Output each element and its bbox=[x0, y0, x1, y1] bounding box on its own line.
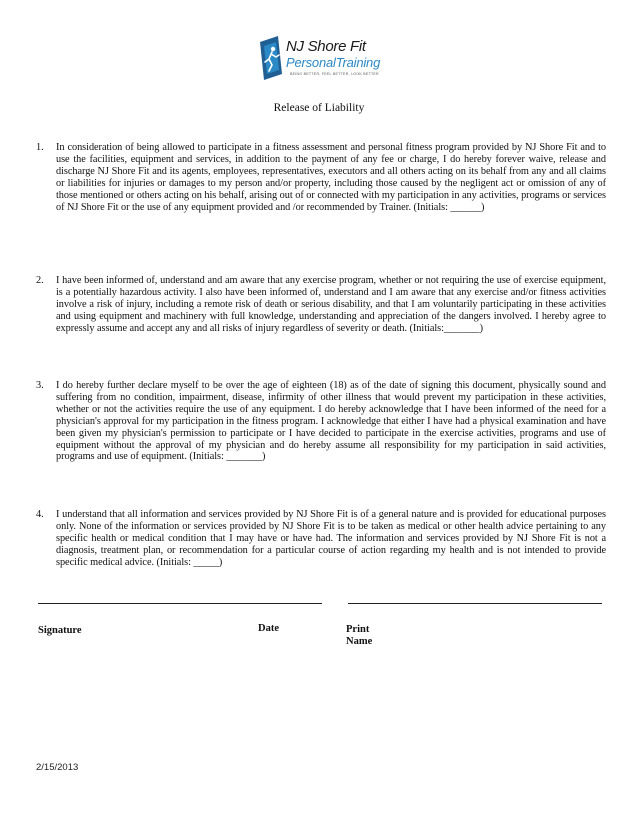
footer-date: 2/15/2013 bbox=[36, 762, 79, 773]
runner-logo-icon bbox=[256, 36, 286, 80]
clause-text: In consideration of being allowed to participate in a fitness assessment and personal fitness program provided by NJ Shore Fit and to use the facilities, equipment and services, in addition to the payment of any fee or charge, I do hereby forever waive, release and discharge NJ Shore Fit and its agents, employees, representatives, executors and all others acting on its behalf from any and all claims or liabilities for injuries or damages to my person and/or property, including those caused by the negligent act or omission of any of those mentioned or others acting on his behalf, arising out of or connected with my participation in any activities, programs or services of NJ Shore Fit or the use of any equipment provided and /or recommended by Trainer. (Initials: ______) bbox=[56, 142, 606, 213]
company-logo bbox=[256, 36, 396, 80]
logo-subtitle: PersonalTraining bbox=[286, 55, 381, 70]
document-title: Release of Liability bbox=[273, 102, 365, 114]
print-name-line[interactable] bbox=[348, 603, 602, 604]
clause-number: 1. bbox=[36, 142, 44, 153]
clause-number: 3. bbox=[36, 380, 44, 391]
clause-text: I have been informed of, understand and am aware that any exercise program, whether or not requiring the use of exercise equipment, is a potentially hazardous activity. I also have been informed of, understand and I am aware that any exercise and/or fitness activities involve a risk of injury, including a remote risk of death or serious disability, and that I am voluntarily participating in these activities and using equipment and machinery with full knowledge, understanding and appreciation of the dangers involved. I hereby agree to expressly assume and accept any and all risks of injury regardless of severity or death. (Initials:_______) bbox=[56, 275, 606, 334]
signature-label: Signature bbox=[38, 625, 82, 636]
date-label: Date bbox=[258, 623, 279, 634]
clause-text: I do hereby further declare myself to be over the age of eighteen (18) as of the date of signing this document, physically sound and suffering from no condition, impairment, disease, infirmity of other illness that would prevent my participation in these activities, whether or not the activities require the use of any equipment. I do hereby acknowledge that I have been informed of the need for a physician's approval for my participation in the fitness program. I acknowledge that either I have had a physical examination and have been given my physician's permission to participate or I have decided to participate in the exercise activities, programs and use of equipment without the approval of my physician and do hereby assume all responsibility for my participation in said activities, programs and use of equipment. (Initials: _______) bbox=[56, 380, 606, 463]
signature-line[interactable] bbox=[38, 603, 322, 604]
print-name-label: Print Name bbox=[346, 624, 373, 647]
clause-number: 2. bbox=[36, 275, 44, 286]
clause-text: I understand that all information and services provided by NJ Shore Fit is of a general nature and is provided for educational purposes only. None of the information or services provided by NJ Shore Fit is to be taken as medical or other health advice pertaining to any specific health or medical condition that I may have or have had. The information and services provided by NJ Shore Fit is not a diagnosis, treatment plan, or recommendation for a particular course of action regarding my health and is not intended to provide specific medical advice. (Initials: _____) bbox=[56, 509, 606, 568]
clause-number: 4. bbox=[36, 509, 44, 520]
logo-name: NJ Shore Fit bbox=[286, 38, 366, 55]
logo-tagline: BEING BETTER, FEEL BETTER, LOOK BETTER bbox=[290, 72, 379, 76]
